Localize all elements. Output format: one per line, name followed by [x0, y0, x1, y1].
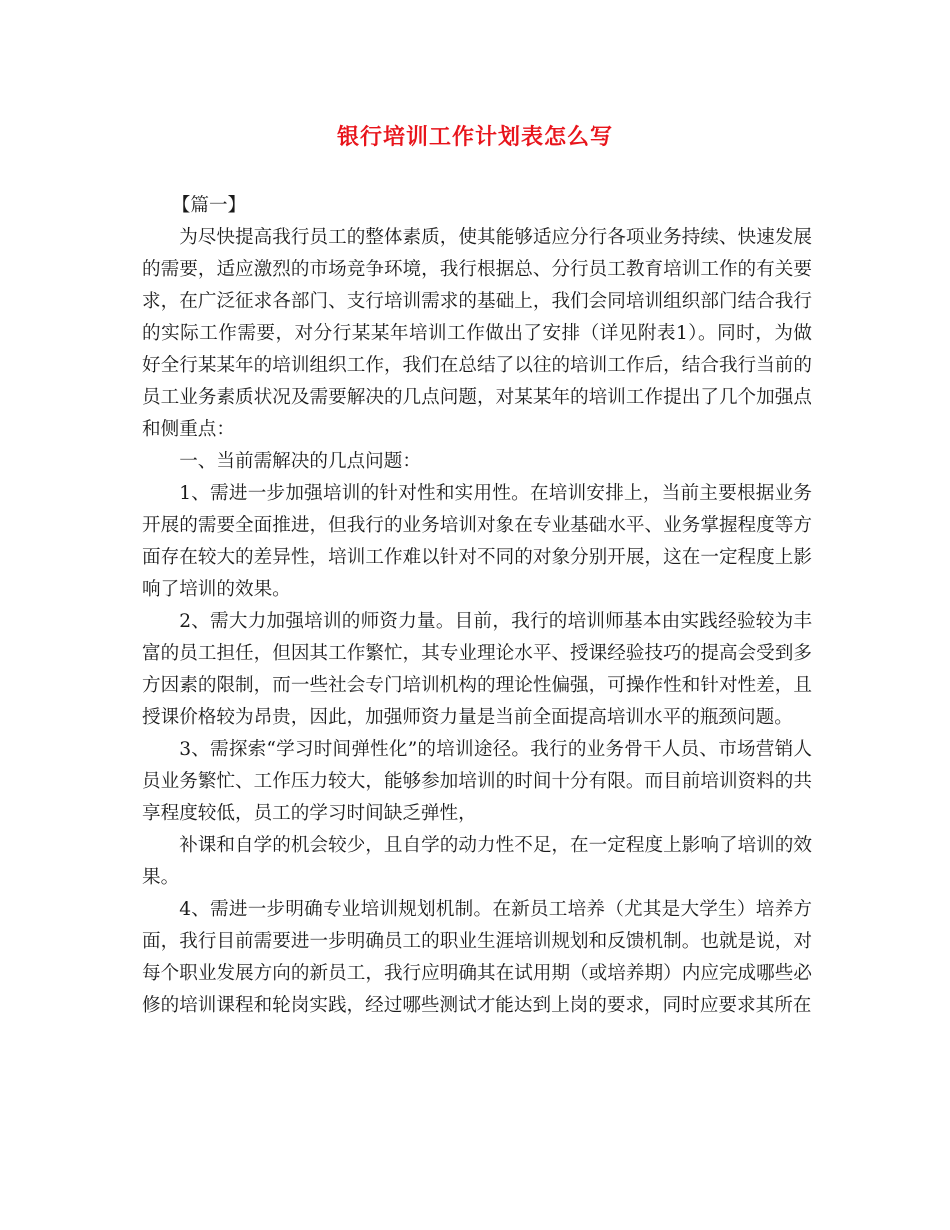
- intro-paragraph: 为尽快提高我行员工的整体素质，使其能够适应分行各项业务持续、快速发展的需要，适应激烈的市场竞争环境，我行根据总、分行员工教育培训工作的有关要求，在广泛征求各部门、支行培训需求的基础上，我们会同培训组织部门结合我行的实际工作需要，对分行某某年培训工作做出了安排（详见附表1）。同时，为做好全行某某年的培训组织工作，我们在总结了以往的培训工作后，结合我行当前的员工业务素质状况及需要解决的几点问题，对某某年的培训工作提出了几个加强点和侧重点：: [142, 227, 812, 440]
- issue-paragraph-1: 1、需进一步加强培训的针对性和实用性。在培训安排上，当前主要根据业务开展的需要全面推进，但我行的业务培训对象在专业基础水平、业务掌握程度等方面存在较大的差异性，培训工作难以针对不同的对象分别开展，这在一定程度上影响了培训的效果。: [142, 483, 812, 600]
- document-body: [142, 190, 812, 1022]
- section-heading: 一、当前需解决的几点问题：: [179, 451, 421, 472]
- issue-paragraph-3: 3、需探索“学习时间弹性化”的培训途径。我行的业务骨干人员、市场营销人员业务繁忙、工作压力较大，能够参加培训的时间十分有限。而目前培训资料的共享程度较低，员工的学习时间缺乏弹性，: [142, 739, 812, 824]
- document-title: 银行培训工作计划表怎么写: [336, 124, 613, 150]
- issue-paragraph-4: 4、需进一步明确专业培训规划机制。在新员工培养（尤其是大学生）培养方面，我行目前需要进一步明确员工的职业生涯培训规划和反馈机制。也就是说，对每个职业发展方向的新员工，我行应明确其在试用期（或培养期）内应完成哪些必修的培训课程和轮岗实践，经过哪些测试才能达到上岗的要求，同时应要求其所在: [142, 899, 812, 1016]
- issue-paragraph-3-continued: 补课和自学的机会较少，且自学的动力性不足，在一定程度上影响了培训的效果。: [142, 835, 812, 888]
- issue-paragraph-2: 2、需大力加强培训的师资力量。目前，我行的培训师基本由实践经验较为丰富的员工担任，但因其工作繁忙，其专业理论水平、授课经验技巧的提高会受到多方因素的限制，而一些社会专门培训机构的理论性偏强，可操作性和针对性差，且授课价格较为昂贵，因此，加强师资力量是当前全面提高培训水平的瓶颈问题。: [142, 611, 812, 728]
- section-label: 【篇一】: [171, 195, 247, 216]
